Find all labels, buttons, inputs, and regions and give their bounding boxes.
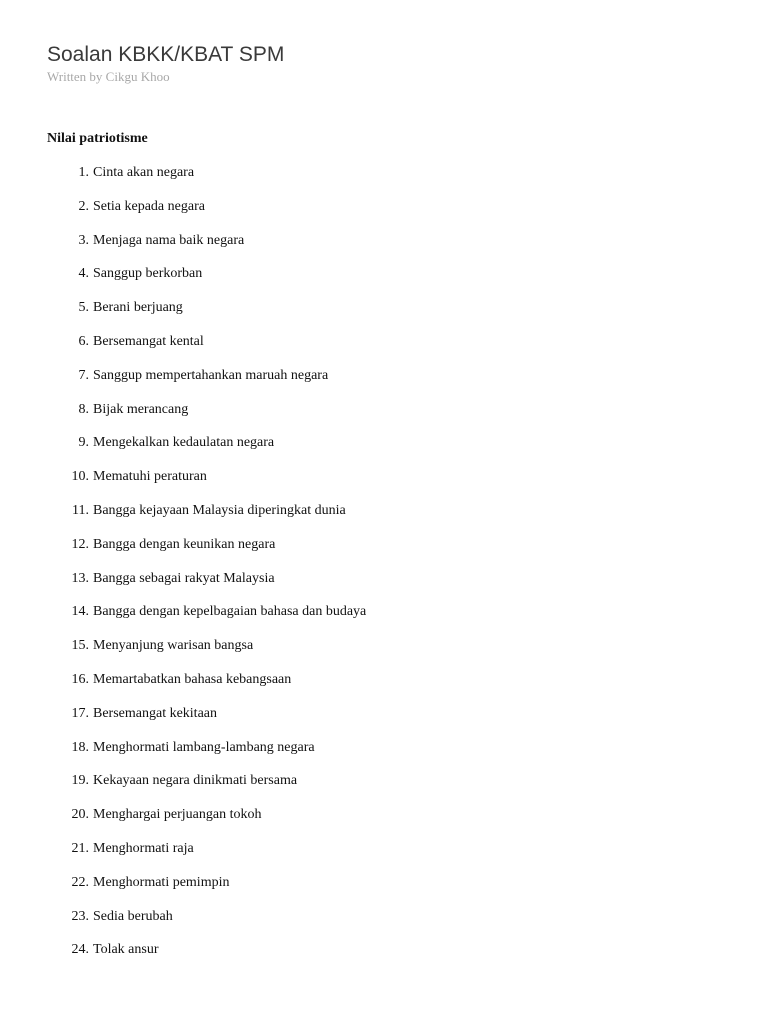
list-item-text: Mematuhi peraturan bbox=[93, 469, 207, 485]
list-item-number: 8. bbox=[78, 401, 89, 417]
author-byline: Written by Cikgu Khoo bbox=[47, 69, 170, 84]
section-heading: Nilai patriotisme bbox=[47, 131, 148, 146]
list-item-number: 22. bbox=[71, 874, 89, 890]
list-item-number: 4. bbox=[78, 266, 89, 282]
list-item-number: 14. bbox=[71, 604, 89, 620]
list-item-number: 23. bbox=[71, 908, 89, 924]
list-item-number: 3. bbox=[78, 232, 89, 248]
list-item-number: 20. bbox=[71, 807, 89, 823]
list-item-text: Menghormati pemimpin bbox=[93, 874, 230, 890]
list-item-text: Menghormati raja bbox=[93, 840, 194, 856]
list-item-number: 18. bbox=[71, 739, 89, 755]
list-item-number: 11. bbox=[72, 502, 89, 518]
list-item-number: 17. bbox=[71, 705, 89, 721]
list-item-number: 5. bbox=[78, 300, 89, 316]
list-item-text: Bersemangat kekitaan bbox=[93, 705, 218, 721]
list-item-number: 12. bbox=[71, 536, 89, 552]
list-item-number: 1. bbox=[78, 165, 89, 180]
list-item-number: 16. bbox=[71, 671, 89, 687]
list-item-number: 10. bbox=[71, 469, 89, 485]
list-item-number: 24. bbox=[71, 942, 89, 958]
list-item-number: 15. bbox=[71, 638, 89, 654]
list-item-text: Bangga kejayaan Malaysia diperingkat dunia bbox=[93, 502, 346, 518]
list-item-text: Mengekalkan kedaulatan negara bbox=[93, 435, 275, 451]
list-item-text: Bangga sebagai rakyat Malaysia bbox=[93, 570, 275, 586]
list-item-number: 2. bbox=[78, 198, 89, 214]
list-item-text: Memartabatkan bahasa kebangsaan bbox=[93, 671, 292, 687]
list-item-text: Bangga dengan keunikan negara bbox=[93, 536, 276, 552]
list-item-text: Kekayaan negara dinikmati bersama bbox=[93, 773, 298, 789]
list-item-text: Menyanjung warisan bangsa bbox=[93, 638, 254, 654]
list-item-number: 6. bbox=[78, 333, 89, 349]
list-item-text: Tolak ansur bbox=[93, 942, 159, 958]
list-item-text: Menjaga nama baik negara bbox=[93, 232, 245, 248]
list-item-text: Sedia berubah bbox=[93, 908, 173, 924]
list-item-number: 9. bbox=[78, 435, 89, 451]
list-item-text: Menghargai perjuangan tokoh bbox=[93, 807, 262, 823]
list-item-text: Bangga dengan kepelbagaian bahasa dan budaya bbox=[93, 604, 367, 620]
list-item-text: Berani berjuang bbox=[93, 300, 183, 316]
list-item-number: 19. bbox=[71, 773, 89, 789]
list-item-text: Menghormati lambang-lambang negara bbox=[93, 739, 315, 755]
list-item-text: Sanggup berkorban bbox=[93, 266, 203, 282]
list-item-number: 7. bbox=[78, 367, 89, 383]
list-item-text: Sanggup mempertahankan maruah negara bbox=[93, 367, 329, 383]
list-item-text: Setia kepada negara bbox=[93, 198, 205, 214]
list-item-number: 13. bbox=[71, 570, 89, 586]
list-item-number: 21. bbox=[71, 840, 89, 856]
list-item-text: Bersemangat kental bbox=[93, 333, 204, 349]
list-item-text: Bijak merancang bbox=[93, 401, 189, 417]
list-item-text: Cinta akan negara bbox=[93, 165, 195, 180]
page-title: Soalan KBKK/KBAT SPM bbox=[47, 43, 285, 66]
